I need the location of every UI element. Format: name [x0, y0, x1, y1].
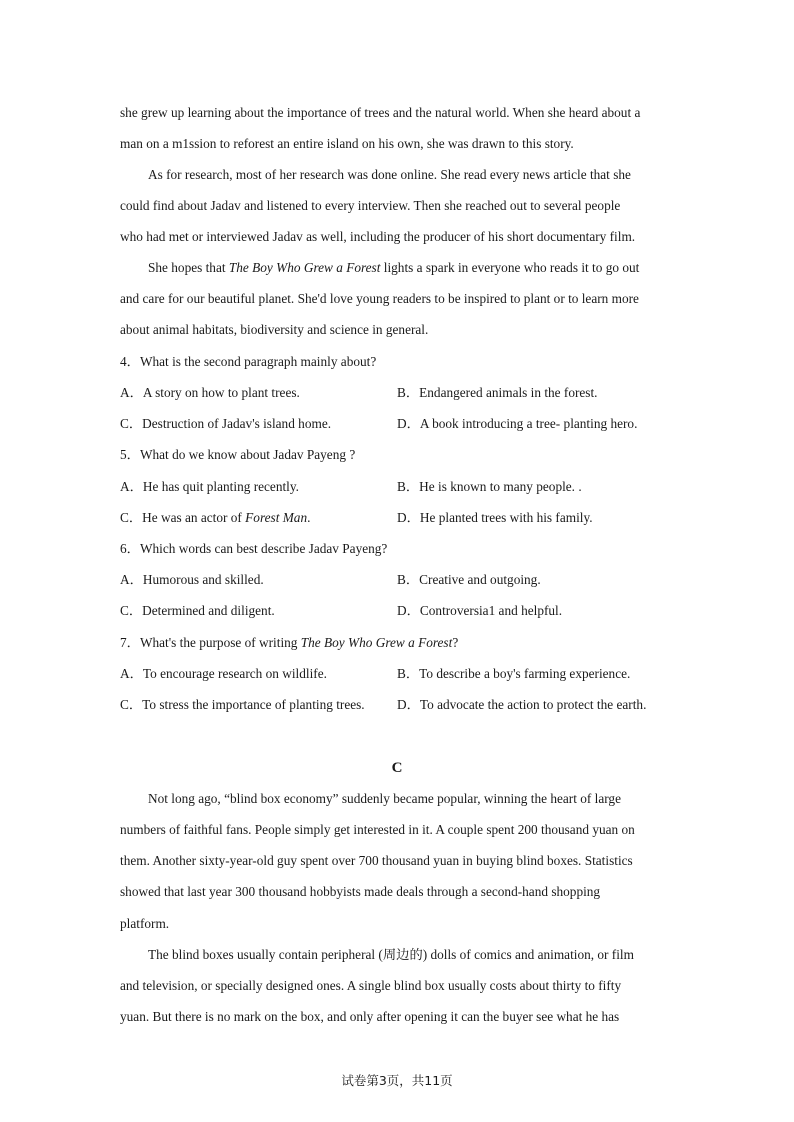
option-d: D．Controversia1 and helpful. — [397, 603, 563, 618]
passage-line: yuan. But there is no mark on the box, and only after opening it can the buyer see what he has — [120, 1009, 620, 1024]
page-footer: 试卷第3页，共11页 — [341, 1073, 453, 1088]
option-c: C．To stress the importance of planting trees. — [120, 697, 365, 712]
option-a: A．Humorous and skilled. — [120, 572, 264, 587]
text-run: ? — [452, 635, 459, 650]
book-title: The Boy Who Grew a Forest — [300, 635, 453, 650]
option-d: D．A book introducing a tree- planting hero. — [397, 416, 638, 431]
text-run: She hopes that — [148, 260, 229, 275]
question-stem: 4．What is the second paragraph mainly about? — [120, 354, 377, 369]
passage-line: them. Another sixty-year-old guy spent over 700 thousand yuan in buying blind boxes. Statistics — [120, 853, 633, 868]
passage-line: about animal habitats, biodiversity and science in general. — [120, 322, 429, 337]
option-a: A．A story on how to plant trees. — [120, 385, 300, 400]
option-d: D．To advocate the action to protect the earth. — [397, 697, 647, 712]
question-stem: 6．Which words can best describe Jadav Payeng? — [120, 541, 388, 556]
text-run: . — [307, 510, 311, 525]
option-b: B．Creative and outgoing. — [397, 572, 541, 587]
passage-line: who had met or interviewed Jadav as well, including the producer of his short documentary film. — [120, 229, 636, 244]
passage-line: and care for our beautiful planet. She'd love young readers to be inspired to plant or to learn more — [120, 291, 639, 306]
text-run: 7．What's the purpose of writing — [120, 635, 301, 650]
text-run: lights a spark in everyone who reads it to go out — [380, 260, 640, 275]
passage-line: Not long ago, “blind box economy” suddenly became popular, winning the heart of large — [148, 791, 621, 806]
question-stem — [120, 633, 680, 653]
option-b: B．Endangered animals in the forest. — [397, 385, 598, 400]
option-a: A．He has quit planting recently. — [120, 479, 299, 494]
passage-line: platform. — [120, 916, 170, 931]
book-title: The Boy Who Grew a Forest — [228, 260, 381, 275]
passage-line: man on a m1ssion to reforest an entire island on his own, she was drawn to this story. — [120, 136, 574, 151]
option-c: C．Determined and diligent. — [120, 603, 275, 618]
option-d: D．He planted trees with his family. — [397, 510, 593, 525]
option-a: A．To encourage research on wildlife. — [120, 666, 327, 681]
option-b: B．He is known to many people. . — [397, 479, 582, 494]
passage-line: and television, or specially designed ones. A single blind box usually costs about thirty to fifty — [120, 978, 622, 993]
passage-line: showed that last year 300 thousand hobbyists made deals through a second-hand shopping — [120, 884, 601, 899]
option-b: B．To describe a boy's farming experience. — [397, 666, 631, 681]
text-run: C．He was an actor of — [120, 510, 246, 525]
passage-line: numbers of faithful fans. People simply get interested in it. A couple spent 200 thousand yuan on — [120, 822, 635, 837]
passage-line — [148, 258, 708, 278]
section-heading: C — [391, 760, 403, 776]
passage-line: As for research, most of her research was done online. She read every news article that she — [148, 167, 631, 182]
film-title: Forest Man — [245, 510, 308, 525]
passage-line: The blind boxes usually contain peripheral (周边的) dolls of comics and animation, or film — [148, 947, 634, 962]
question-stem: 5．What do we know about Jadav Payeng ? — [120, 447, 356, 462]
option-c: C．Destruction of Jadav's island home. — [120, 416, 332, 431]
passage-line: could find about Jadav and listened to every interview. Then she reached out to several people — [120, 198, 621, 213]
passage-line: she grew up learning about the importance of trees and the natural world. When she heard about a — [120, 105, 641, 120]
